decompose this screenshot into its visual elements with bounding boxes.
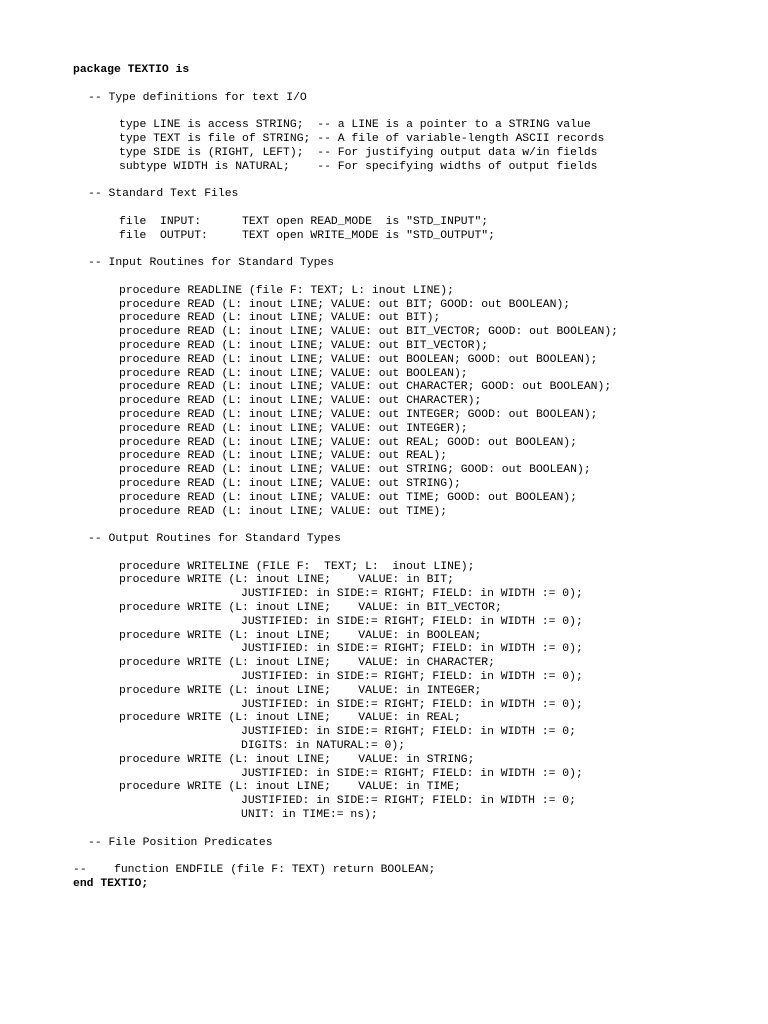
procedure-read-time-good: procedure READ (L: inout LINE; VALUE: out TIME; GOOD: out BOOLEAN); bbox=[119, 491, 577, 504]
blank-line bbox=[73, 823, 618, 837]
blank-line bbox=[73, 105, 618, 119]
input-routines-comment: -- Input Routines for Standard Types bbox=[88, 257, 335, 270]
procedure-write-real: procedure WRITE (L: inout LINE; VALUE: in REAL; bbox=[119, 712, 461, 725]
procedure-read-integer-good: procedure READ (L: inout LINE; VALUE: out INTEGER; GOOD: out BOOLEAN); bbox=[119, 408, 598, 421]
procedure-read-time: procedure READ (L: inout LINE; VALUE: out TIME); bbox=[119, 505, 448, 518]
procedure-write-integer-params: JUSTIFIED: in SIDE:= RIGHT; FIELD: in WIDTH := 0); bbox=[241, 698, 583, 711]
procedure-read-boolean-good: procedure READ (L: inout LINE; VALUE: out BOOLEAN; GOOD: out BOOLEAN); bbox=[119, 353, 598, 366]
procedure-read-real-good: procedure READ (L: inout LINE; VALUE: out REAL; GOOD: out BOOLEAN); bbox=[119, 436, 577, 449]
standard-files-comment: -- Standard Text Files bbox=[88, 188, 239, 201]
procedure-read-bit-vector-good: procedure READ (L: inout LINE; VALUE: out BIT_VECTOR; GOOD: out BOOLEAN); bbox=[119, 326, 618, 339]
end-declaration: end TEXTIO; bbox=[73, 878, 149, 891]
blank-line bbox=[73, 547, 618, 561]
procedure-write-bit-vector-params: JUSTIFIED: in SIDE:= RIGHT; FIELD: in WIDTH := 0); bbox=[241, 615, 583, 628]
procedure-read-character-good: procedure READ (L: inout LINE; VALUE: out CHARACTER; GOOD: out BOOLEAN); bbox=[119, 381, 612, 394]
procedure-readline: procedure READLINE (file F: TEXT; L: inout LINE); bbox=[119, 284, 454, 297]
output-routines-comment: -- Output Routines for Standard Types bbox=[88, 533, 341, 546]
procedure-read-boolean: procedure READ (L: inout LINE; VALUE: out BOOLEAN); bbox=[119, 367, 468, 380]
procedure-write-integer: procedure WRITE (L: inout LINE; VALUE: in INTEGER; bbox=[119, 684, 482, 697]
procedure-write-bit-params: JUSTIFIED: in SIDE:= RIGHT; FIELD: in WIDTH := 0); bbox=[241, 588, 583, 601]
blank-line bbox=[73, 271, 618, 285]
procedure-write-time-params: JUSTIFIED: in SIDE:= RIGHT; FIELD: in WIDTH := 0; bbox=[241, 795, 576, 808]
type-side-decl: type SIDE is (RIGHT, LEFT); -- For justifying output data w/in fields bbox=[119, 146, 598, 159]
procedure-write-real-digits: DIGITS: in NATURAL:= 0); bbox=[241, 740, 406, 753]
procedure-read-character: procedure READ (L: inout LINE; VALUE: out CHARACTER); bbox=[119, 395, 482, 408]
procedure-read-bit-vector: procedure READ (L: inout LINE; VALUE: out BIT_VECTOR); bbox=[119, 339, 489, 352]
procedure-write-string: procedure WRITE (L: inout LINE; VALUE: in STRING; bbox=[119, 753, 475, 766]
procedure-write-string-params: JUSTIFIED: in SIDE:= RIGHT; FIELD: in WIDTH := 0); bbox=[241, 767, 583, 780]
procedure-write-time: procedure WRITE (L: inout LINE; VALUE: in TIME; bbox=[119, 781, 461, 794]
commented-endfile-function: -- function ENDFILE (file F: TEXT) return BOOLEAN; bbox=[73, 864, 436, 877]
procedure-write-boolean: procedure WRITE (L: inout LINE; VALUE: in BOOLEAN; bbox=[119, 629, 482, 642]
procedure-read-real: procedure READ (L: inout LINE; VALUE: out REAL); bbox=[119, 450, 448, 463]
subtype-width-decl: subtype WIDTH is NATURAL; -- For specifying widths of output fields bbox=[119, 160, 598, 173]
file-output-decl: file OUTPUT: TEXT open WRITE_MODE is "STD_OUTPUT"; bbox=[119, 229, 495, 242]
procedure-read-bit: procedure READ (L: inout LINE; VALUE: out BIT); bbox=[119, 312, 441, 325]
blank-line bbox=[73, 78, 618, 92]
blank-line bbox=[73, 850, 618, 864]
procedure-read-string: procedure READ (L: inout LINE; VALUE: out STRING); bbox=[119, 477, 461, 490]
procedure-write-boolean-params: JUSTIFIED: in SIDE:= RIGHT; FIELD: in WIDTH := 0); bbox=[241, 643, 583, 656]
vhdl-textio-listing bbox=[73, 64, 618, 892]
procedure-write-character-params: JUSTIFIED: in SIDE:= RIGHT; FIELD: in WIDTH := 0); bbox=[241, 671, 583, 684]
procedure-read-bit-good: procedure READ (L: inout LINE; VALUE: out BIT; GOOD: out BOOLEAN); bbox=[119, 298, 571, 311]
package-declaration: package TEXTIO is bbox=[73, 64, 190, 76]
procedure-write-character: procedure WRITE (L: inout LINE; VALUE: in CHARACTER; bbox=[119, 657, 495, 670]
blank-line bbox=[73, 243, 618, 257]
procedure-read-integer: procedure READ (L: inout LINE; VALUE: out INTEGER); bbox=[119, 422, 468, 435]
procedure-read-string-good: procedure READ (L: inout LINE; VALUE: out STRING; GOOD: out BOOLEAN); bbox=[119, 464, 591, 477]
type-text-decl: type TEXT is file of STRING; -- A file of variable-length ASCII records bbox=[119, 132, 605, 145]
blank-line bbox=[73, 202, 618, 216]
type-definitions-comment: -- Type definitions for text I/O bbox=[88, 91, 307, 104]
type-line-decl: type LINE is access STRING; -- a LINE is a pointer to a STRING value bbox=[119, 119, 591, 132]
blank-line bbox=[73, 519, 618, 533]
procedure-write-bit-vector: procedure WRITE (L: inout LINE; VALUE: in BIT_VECTOR; bbox=[119, 602, 502, 615]
file-position-predicates-comment: -- File Position Predicates bbox=[88, 836, 273, 849]
procedure-write-time-unit: UNIT: in TIME:= ns); bbox=[241, 809, 378, 822]
procedure-writeline: procedure WRITELINE (FILE F: TEXT; L: inout LINE); bbox=[119, 560, 475, 573]
blank-line bbox=[73, 174, 618, 188]
file-input-decl: file INPUT: TEXT open READ_MODE is "STD_INPUT"; bbox=[119, 215, 489, 228]
procedure-write-bit: procedure WRITE (L: inout LINE; VALUE: in BIT; bbox=[119, 574, 454, 587]
procedure-write-real-params: JUSTIFIED: in SIDE:= RIGHT; FIELD: in WIDTH := 0; bbox=[241, 726, 576, 739]
